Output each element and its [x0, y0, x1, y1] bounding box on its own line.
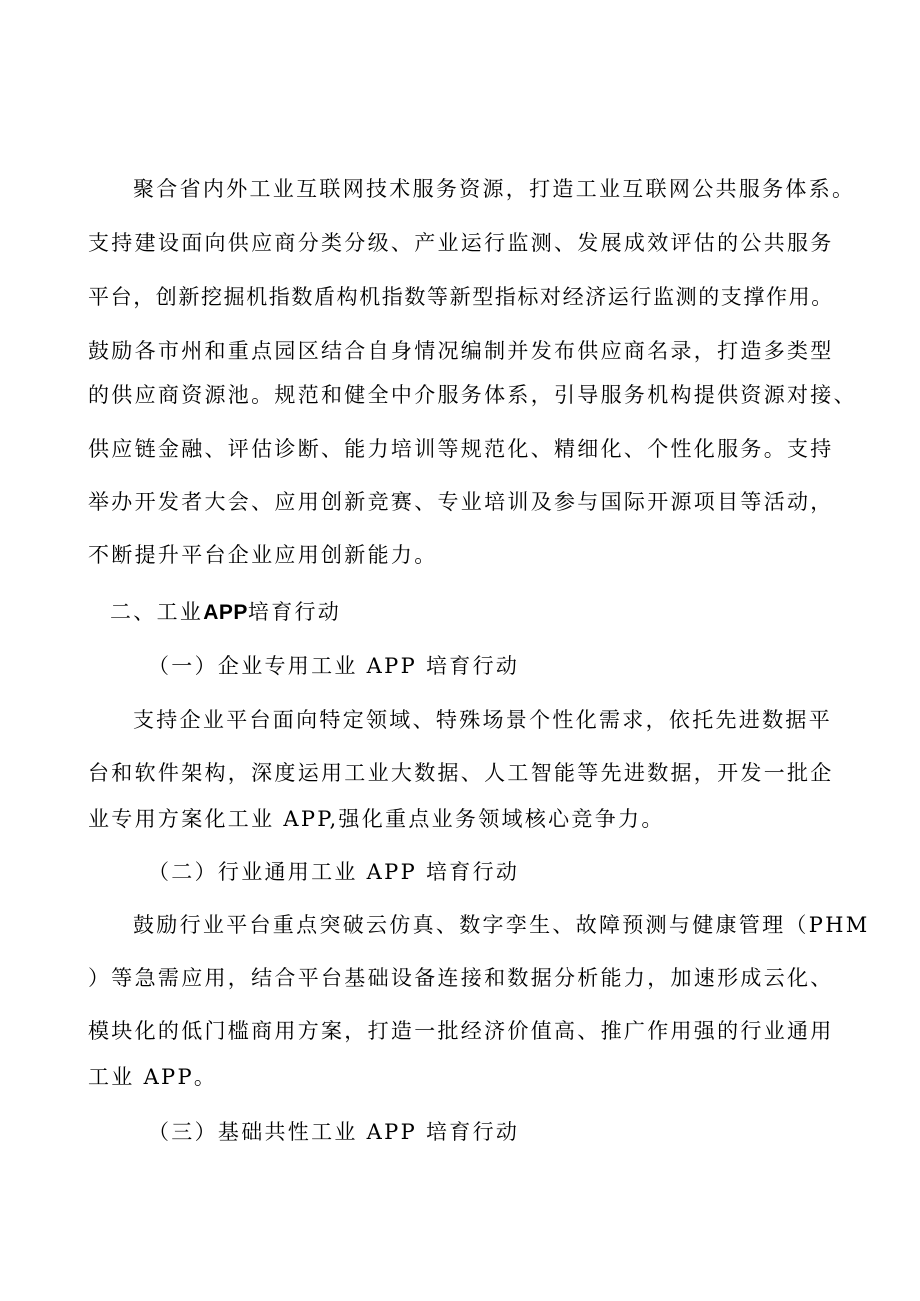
para1-line-1: 聚合省内外工业互联网技术服务资源，打造工业互联网公共服务体系。 — [133, 177, 856, 201]
para3-line-4: 工业 APP。 — [88, 1065, 218, 1089]
para1-line-2: 支持建设面向供应商分类分级、产业运行监测、发展成效评估的公共服务 — [88, 231, 834, 255]
para1-line-5: 的供应商资源池。规范和健全中介服务体系，引导服务机构提供资源对接、 — [88, 383, 857, 407]
para2-line-3: 业专用方案化工业 APP,强化重点业务领域核心竞争力。 — [88, 807, 665, 831]
para1-line-3: 平台，创新挖掘机指数盾构机指数等新型指标对经济运行监测的支撑作用。 — [88, 285, 834, 309]
para2-line-1: 支持企业平台面向特定领域、特殊场景个性化需求，依托先进数据平 — [133, 708, 832, 732]
subsection-heading-1: （一）企业专用工业 APP 培育行动 — [148, 654, 520, 678]
para3-line-2: ）等急需应用，结合平台基础设备连接和数据分析能力，加速形成云化、 — [88, 966, 834, 990]
para1-line-8: 不断提升平台企业应用创新能力。 — [88, 543, 438, 567]
subsection-heading-3: （三）基础共性工业 APP 培育行动 — [148, 1120, 520, 1144]
para1-line-6: 供应链金融、评估诊断、能力培训等规范化、精细化、个性化服务。支持 — [88, 437, 834, 461]
para3-line-3: 模块化的低门槛商用方案，打造一批经济价值高、推广作用强的行业通用 — [88, 1019, 834, 1043]
para3-line-1: 鼓励行业平台重点突破云仿真、数字孪生、故障预测与健康管理（PHM — [133, 913, 870, 937]
para1-line-4: 鼓励各市州和重点园区结合自身情况编制并发布供应商名录，打造多类型 — [88, 339, 834, 363]
heading-2-suffix: 培育行动 — [247, 600, 342, 624]
para2-line-2: 台和软件架构，深度运用工业大数据、人工智能等先进数据，开发一批企 — [88, 761, 834, 785]
section-heading-2 — [110, 598, 341, 627]
heading-2-bold: APP — [203, 601, 248, 624]
subsection-heading-2: （二）行业通用工业 APP 培育行动 — [148, 860, 520, 884]
heading-2-prefix: 二、工业 — [110, 600, 204, 624]
para1-line-7: 举办开发者大会、应用创新竞赛、专业培训及参与国际开源项目等活动， — [88, 490, 834, 514]
